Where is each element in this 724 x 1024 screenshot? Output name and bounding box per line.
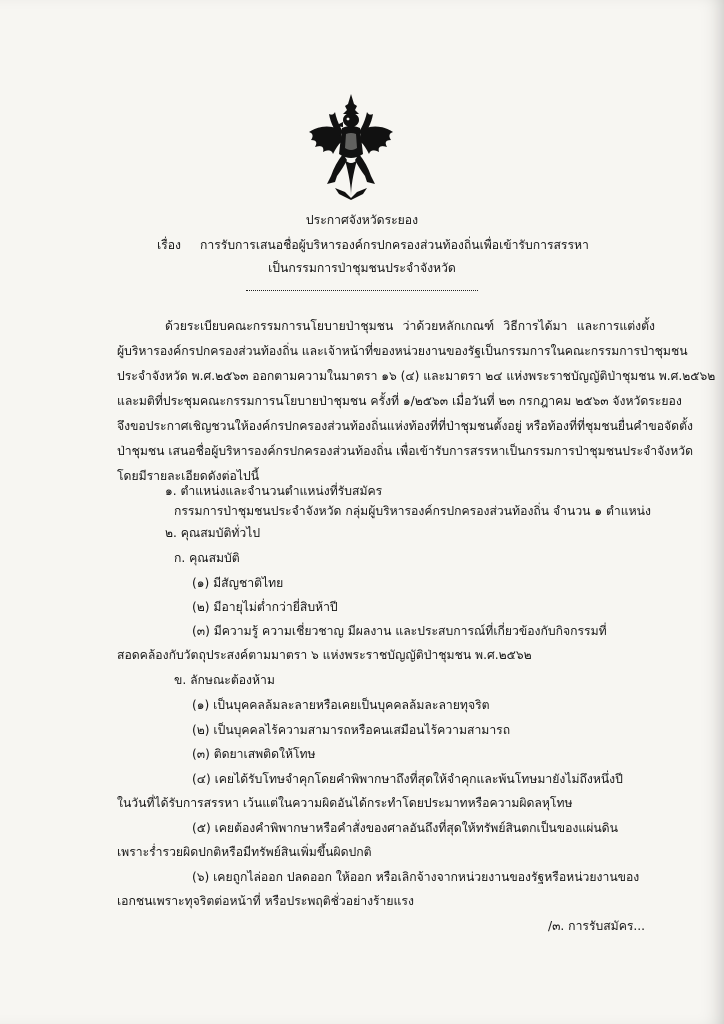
prohibition-item: (๖) เคยถูกไล่ออก ปลดออก ให้ออก หรือเลิกจ้างจากหน่วยงานของรัฐหรือหน่วยงานของ	[192, 870, 640, 884]
intro-line: และมติที่ประชุมคณะกรรมการนโยบายป่าชุมชน ครั้งที่ ๑/๒๕๖๓ เมื่อวันที่ ๒๓ กรกฎาคม ๒๕๖๓ จังหวัดระยอง	[117, 394, 682, 408]
agency-title: ประกาศจังหวัดระยอง	[305, 213, 419, 227]
prohibition-item-cont: เพราะร่ำรวยผิดปกติหรือมีทรัพย์สินเพิ่มขึ้นผิดปกติ	[117, 845, 372, 859]
garuda-emblem-icon	[305, 92, 397, 200]
title-divider	[246, 290, 478, 291]
intro-line: ประจำจังหวัด พ.ศ.๒๕๖๓ ออกตามความในมาตรา ๑๖ (๔) และมาตรา ๒๔ แห่งพระราชบัญญัติป่าชุมชน พ.ศ.๒๕๖๒	[117, 369, 716, 383]
intro-paragraph	[117, 314, 716, 489]
qualification-item-cont: สอดคล้องกับวัตถุประสงค์ตามมาตรา ๖ แห่งพระราชบัญญัติป่าชุมชน พ.ศ.๒๕๖๒	[117, 648, 532, 662]
intro-line: ผู้บริหารองค์กรปกครองส่วนท้องถิ่น และเจ้าหน้าที่ของหน่วยงานของรัฐเป็นกรรมการในคณะกรรมการป่าชุมชน	[117, 344, 688, 358]
subject-line-1: การรับการเสนอชื่อผู้บริหารองค์กรปกครองส่วนท้องถิ่นเพื่อเข้ารับการสรรหา	[200, 238, 589, 252]
qualification-item: (๓) มีความรู้ ความเชี่ยวชาญ มีผลงาน และประสบการณ์ที่เกี่ยวข้องกับกิจกรรมที่	[192, 624, 607, 638]
qualification-item: (๑) มีสัญชาติไทย	[192, 576, 284, 590]
prohibition-item-cont: เอกชนเพราะทุจริตต่อหน้าที่ หรือประพฤติชั่วอย่างร้ายแรง	[117, 894, 414, 908]
intro-line: จึงขอประกาศเชิญชวนให้องค์กรปกครองส่วนท้องถิ่นแห่งท้องที่ที่ป่าชุมชนตั้งอยู่ หรือท้องที่ที่ชุมชนยื่นคำขอจัดตั้ง	[117, 419, 693, 433]
continuation-note: /๓. การรับสมัคร...	[548, 919, 646, 933]
section-1-heading: ๑. ตำแหน่งและจำนวนตำแหน่งที่รับสมัคร	[165, 484, 383, 498]
intro-line: ด้วยระเบียบคณะกรรมการนโยบายป่าชุมชน ว่าด้วยหลักเกณฑ์ วิธีการได้มา และการแต่งตั้ง	[165, 319, 655, 333]
prohibition-item: (๓) ติดยาเสพติดให้โทษ	[192, 747, 316, 761]
prohibition-item: (๔) เคยได้รับโทษจำคุกโดยคำพิพากษาถึงที่สุดให้จำคุกและพ้นโทษมายังไม่ถึงหนึ่งปี	[192, 772, 623, 786]
prohibition-item-cont: ในวันที่ได้รับการสรรหา เว้นแต่ในความผิดอันได้กระทำโดยประมาทหรือความผิดลหุโทษ	[117, 796, 573, 810]
intro-line: ป่าชุมชน เสนอชื่อผู้บริหารองค์กรปกครองส่วนท้องถิ่น เพื่อเข้ารับการสรรหาเป็นกรรมการป่าชุมชนประจำจังหวัด	[117, 444, 694, 458]
subject-line-2: เป็นกรรมการป่าชุมชนประจำจังหวัด	[268, 261, 456, 275]
subject-label: เรื่อง	[157, 238, 181, 252]
qualifications-heading: ก. คุณสมบัติ	[174, 551, 240, 565]
section-2-heading: ๒. คุณสมบัติทั่วไป	[165, 526, 261, 540]
prohibition-item: (๒) เป็นบุคคลไร้ความสามารถหรือคนเสมือนไร้ความสามารถ	[192, 723, 511, 737]
prohibition-item: (๑) เป็นบุคคลล้มละลายหรือเคยเป็นบุคคลล้มละลายทุจริต	[192, 698, 490, 712]
intro-line: โดยมีรายละเอียดดังต่อไปนี้	[117, 469, 260, 483]
section-1-text: กรรมการป่าชุมชนประจำจังหวัด กลุ่มผู้บริหารองค์กรปกครองส่วนท้องถิ่น จำนวน ๑ ตำแหน่ง	[174, 504, 651, 518]
qualification-item: (๒) มีอายุไม่ต่ำกว่ายี่สิบห้าปี	[192, 600, 338, 614]
prohibition-item: (๕) เคยต้องคำพิพากษาหรือคำสั่งของศาลอันถึงที่สุดให้ทรัพย์สินตกเป็นของแผ่นดิน	[192, 821, 618, 835]
prohibitions-heading: ข. ลักษณะต้องห้าม	[174, 673, 275, 687]
